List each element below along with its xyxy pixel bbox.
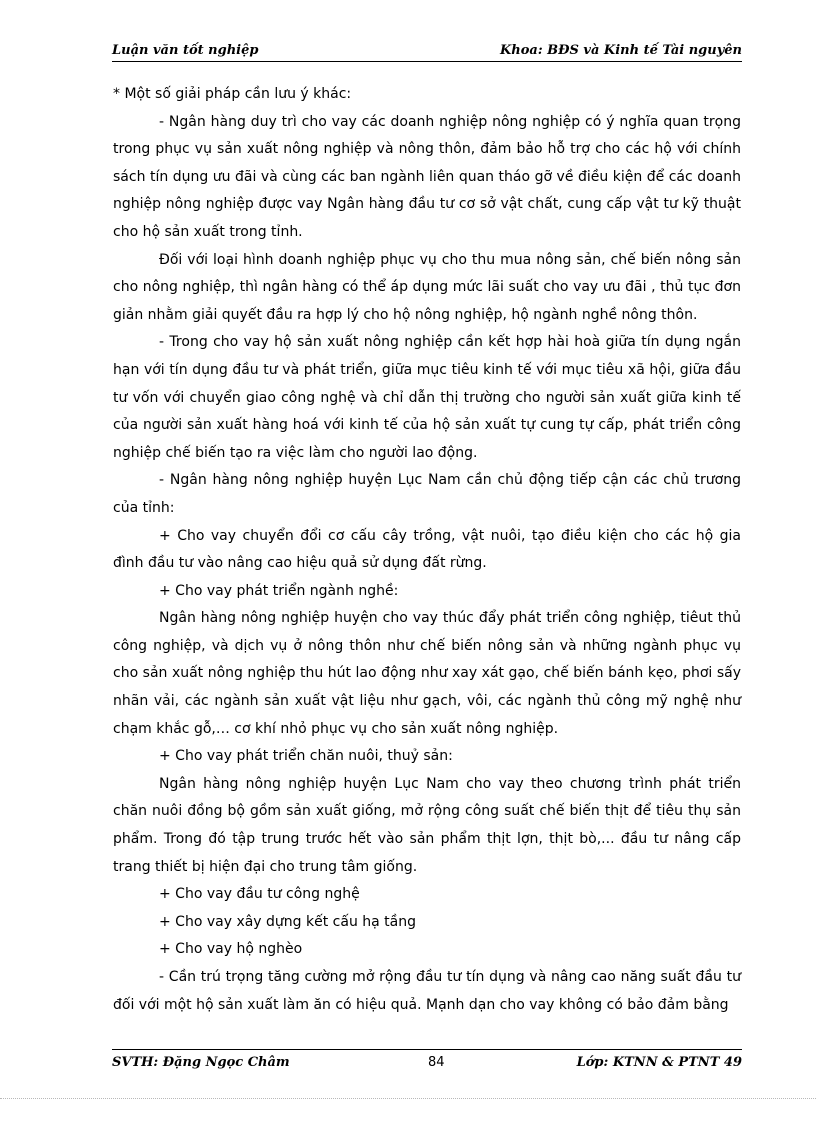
header-faculty: Khoa: BĐS và Kinh tế Tài nguyên	[500, 43, 742, 58]
page-number: 84	[428, 1055, 445, 1070]
paragraph: + Cho vay xây dựng kết cấu hạ tầng	[159, 913, 417, 930]
paragraph: + Cho vay đầu tư công nghệ	[159, 886, 360, 903]
page-header	[112, 41, 742, 62]
body-text	[113, 81, 741, 1019]
header-thesis-title: Luận văn tốt nghiệp	[112, 43, 259, 58]
paragraph: - Ngân hàng nông nghiệp huyện Lục Nam cần chủ động tiếp cận các chủ trương của tỉnh:	[113, 472, 741, 516]
page-footer	[112, 1049, 742, 1072]
paragraph: + Cho vay chuyển đổi cơ cấu cây trồng, vật nuôi, tạo điều kiện cho các hộ gia đình đầu tư vào nâng cao hiệu quả sử dụng đất rừng.	[113, 527, 741, 572]
paragraph: Đối với loại hình doanh nghiệp phục vụ cho thu mua nông sản, chế biến nông sản cho nông nghiệp, thì ngân hàng có thể áp dụng mức lãi suất cho vay ưu đãi , thủ tục đơn giản nhằm giải quyết đầu ra hợp lý cho hộ nông nghiệp, hộ ngành nghề nông thôn.	[113, 251, 741, 323]
paragraph: + Cho vay hộ nghèo	[159, 941, 303, 958]
paragraph: + Cho vay phát triển chăn nuôi, thuỷ sản:	[159, 748, 453, 765]
paragraph: + Cho vay phát triển ngành nghề:	[159, 582, 399, 599]
page-edge-divider	[0, 1098, 816, 1099]
paragraph: - Cần trú trọng tăng cường mở rộng đầu tư tín dụng và nâng cao năng suất đầu tư đối với một hộ sản xuất làm ăn có hiệu quả. Mạnh dạn cho vay không có bảo đảm bằng	[113, 969, 741, 1013]
paragraph: * Một số giải pháp cần lưu ý khác:	[113, 86, 352, 102]
paragraph: Ngân hàng nông nghiệp huyện Lục Nam cho vay theo chương trình phát triển chăn nuôi đồng bộ gồm sản xuất giống, mở rộng công suất chế biến thịt để tiêu thụ sản phẩm. Trong đó tập trung trước hết vào sản phẩm thịt lợn, thịt bò,... đầu tư nâng cấp trang thiết bị hiện đại cho trung tâm giống.	[113, 775, 741, 875]
paragraph: - Trong cho vay hộ sản xuất nông nghiệp cần kết hợp hài hoà giữa tín dụng ngắn hạn với tín dụng đầu tư và phát triển, giữa mục tiêu kinh tế với mục tiêu xã hội, giữa đầu tư vốn với chuyển giao công nghệ và chỉ dẫn thị trường cho người sản xuất giữa kinh tế của người sản xuất hàng hoá với kinh tế của hộ sản xuất tự cung tự cấp, phát triển công nghiệp chế biến tạo ra việc làm cho người lao động.	[113, 334, 741, 461]
paragraph: - Ngân hàng duy trì cho vay các doanh nghiệp nông nghiệp có ý nghĩa quan trọng trong phục vụ sản xuất nông nghiệp và nông thôn, đảm bảo hỗ trợ cho các hộ với chính sách tín dụng ưu đãi và cùng các ban ngành liên quan tháo gỡ về điều kiện để các doanh nghiệp nông nghiệp được vay Ngân hàng đầu tư cơ sở vật chất, cung cấp vật tư kỹ thuật cho hộ sản xuất trong tỉnh.	[113, 113, 741, 240]
footer-class: Lớp: KTNN & PTNT 49	[576, 1055, 742, 1070]
footer-student-name: SVTH: Đặng Ngọc Châm	[112, 1055, 290, 1070]
paragraph: Ngân hàng nông nghiệp huyện cho vay thúc đẩy phát triển công nghiệp, tiêut thủ công nghiệp, và dịch vụ ở nông thôn như chế biến nông sản và những ngành phục vụ cho sản xuất nông nghiệp thu hút lao động như xay xát gạo, chế biến bánh kẹo, phơi sấy nhãn vải, các ngành sản xuất vật liệu như gạch, vôi, các ngành thủ công mỹ nghệ như chạm khắc gỗ,… cơ khí nhỏ phục vụ cho sản xuất nông nghiệp.	[113, 610, 741, 737]
